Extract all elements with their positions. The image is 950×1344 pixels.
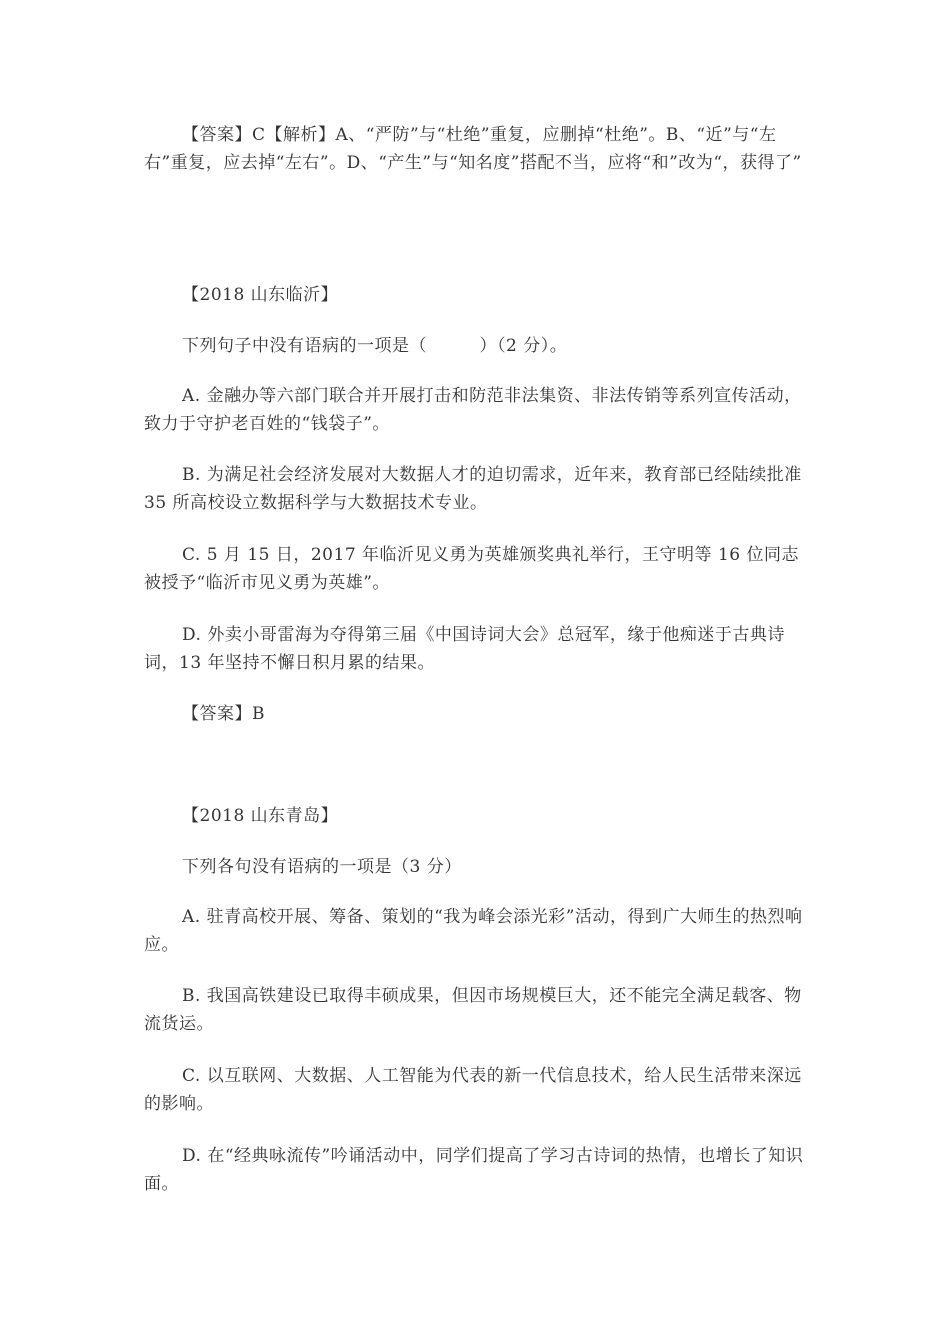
section-1-answer: 【答案】B — [182, 704, 265, 724]
section-1-option-d: D. 外卖小哥雷海为夺得第三届《中国诗词大会》总冠军，缘于他痴迷于古典诗词，13 年坚持不懈日积月累的结果。 — [144, 625, 785, 673]
section-2-option-b: B. 我国高铁建设已取得丰硕成果，但因市场规模巨大，还不能完全满足载客、物流货运。 — [144, 986, 802, 1034]
section-2-source: 【2018 山东青岛】 — [182, 806, 339, 826]
section-2-option-a: A. 驻青高校开展、筹备、策划的“我为峰会添光彩”活动，得到广大师生的热烈响应。 — [144, 907, 803, 955]
previous-answer-explanation: 【答案】C【解析】A、“严防”与“杜绝”重复，应删掉“杜绝”。B、“近”与“左右”重复，应去掉“左右”。D、“产生”与“知名度”搭配不当，应将“和”改为“，获得了” — [144, 125, 802, 173]
section-1-question: 下列句子中没有语病的一项是（ ）（2 分）。 — [182, 336, 568, 356]
section-1-source: 【2018 山东临沂】 — [182, 285, 339, 305]
section-2-option-d: D. 在“经典咏流传”吟诵活动中，同学们提高了学习古诗词的热情，也增长了知识面。 — [144, 1146, 804, 1194]
section-1-option-a: A. 金融办等六部门联合并开展打击和防范非法集资、非法传销等系列宣传活动，致力于守护老百姓的“钱袋子”。 — [144, 386, 802, 434]
section-1-option-c: C. 5 月 15 日，2017 年临沂见义勇为英雄颁奖典礼举行，王守明等 16 位同志被授予“临沂市见义勇为英雄”。 — [144, 545, 799, 593]
section-1-option-b: B. 为满足社会经济发展对大数据人才的迫切需求，近年来，教育部已经陆续批准 35 所高校设立数据科学与大数据技术专业。 — [144, 465, 802, 513]
section-2-question: 下列各句没有语病的一项是（3 分） — [182, 857, 462, 877]
section-2-option-c: C. 以互联网、大数据、人工智能为代表的新一代信息技术，给人民生活带来深远的影响。 — [144, 1066, 802, 1114]
